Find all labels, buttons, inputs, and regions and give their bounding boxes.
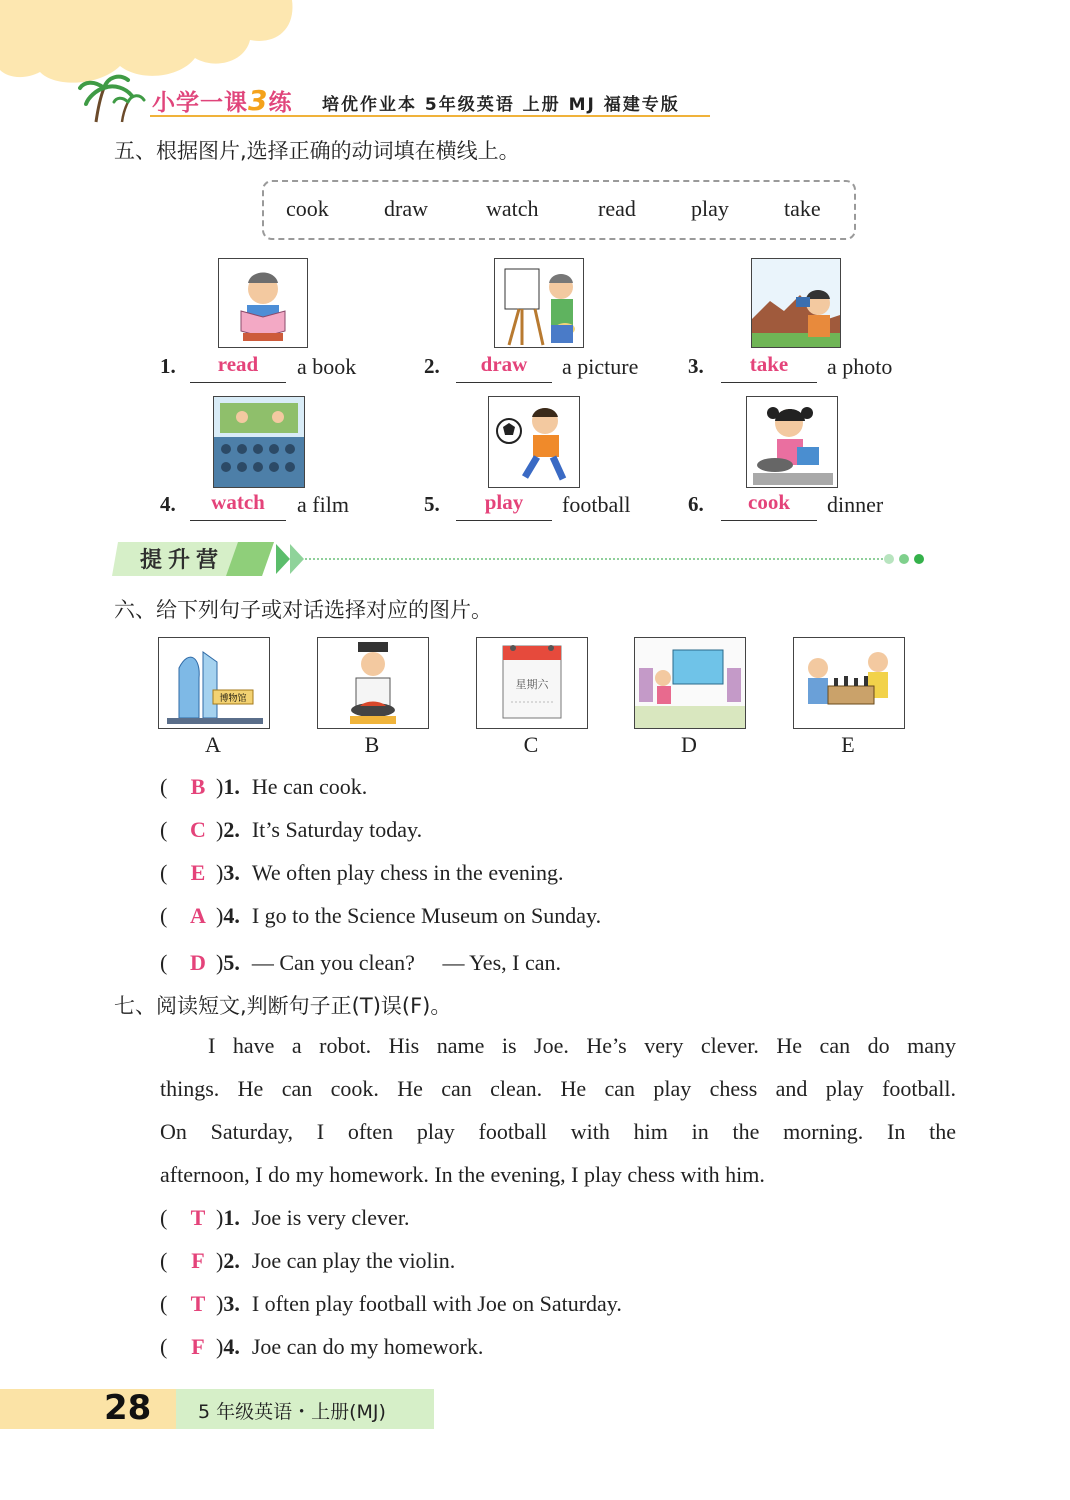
section5-title: 五、根据图片,选择正确的动词填在横线上。: [114, 139, 520, 163]
page-number: 28: [104, 1388, 152, 1428]
word-bank-item: draw: [384, 196, 428, 221]
cloud-decoration: [0, 0, 300, 95]
item-number: 6.: [688, 492, 704, 516]
item-number: 5.: [424, 492, 440, 516]
palm-tree-icon: [78, 70, 148, 125]
picture-letter: D: [681, 732, 697, 757]
svg-text:星期六: 星期六: [515, 678, 549, 691]
answer-box[interactable]: B: [190, 774, 206, 799]
word-bank-item: play: [691, 196, 729, 221]
answer-box[interactable]: E: [190, 860, 206, 885]
picture-girl-cooking: [746, 396, 838, 488]
picture-letter: A: [205, 732, 221, 757]
picture-boy-painting: [494, 258, 584, 348]
picture-c-calendar: [476, 637, 588, 729]
picture-letter: B: [364, 732, 380, 757]
item-number: 1.: [160, 354, 176, 378]
question-row: ( C )2. It’s Saturday today.: [160, 817, 423, 842]
paragraph-line: I have a robot. His name is Joe. He’s very clever. He can do many: [208, 1033, 956, 1058]
picture-d-girl-cleaning: [634, 637, 746, 729]
item-phrase: dinner: [827, 492, 884, 517]
item-phrase: a photo: [827, 354, 893, 379]
picture-letter: C: [523, 732, 539, 757]
word-bank-item: take: [784, 196, 821, 221]
item-phrase: a book: [297, 354, 357, 379]
item-number: 2.: [424, 354, 440, 378]
header-divider: [150, 115, 710, 117]
answer-box[interactable]: C: [190, 817, 206, 842]
dots-decoration: [882, 552, 928, 566]
answer-box[interactable]: F: [191, 1334, 205, 1359]
picture-boy-reading-book: [218, 258, 308, 348]
svg-text:博物馆: 博物馆: [219, 694, 247, 704]
item-phrase: football: [562, 492, 631, 517]
header-brand: 小学一课3练: [152, 84, 293, 117]
answer-blank[interactable]: watch: [190, 490, 286, 521]
answer-blank[interactable]: cook: [721, 490, 817, 521]
paragraph-line: afternoon, I do my homework. In the evening, I play chess with him.: [160, 1162, 765, 1187]
picture-a-museum: [158, 637, 270, 729]
item-phrase: a picture: [562, 354, 639, 379]
question-row: ( T )3. I often play football with Joe on Saturday.: [160, 1291, 622, 1316]
question-row: ( T )1. Joe is very clever.: [160, 1205, 410, 1230]
question-row: ( F )2. Joe can play the violin.: [160, 1248, 456, 1273]
banner-label: 提升营: [140, 548, 225, 573]
question-row: ( F )4. Joe can do my homework.: [160, 1334, 484, 1359]
paragraph-line: On Saturday, I often play football with him in the morning. In the: [160, 1119, 956, 1144]
word-bank-item: cook: [286, 196, 329, 221]
word-bank: [262, 180, 856, 240]
dotted-divider: [305, 558, 887, 560]
picture-letter: E: [841, 732, 855, 757]
answer-blank[interactable]: draw: [456, 352, 552, 383]
footer-text: 5 年级英语・上册(MJ): [198, 1401, 386, 1423]
question-row: ( A )4. I go to the Science Museum on Sunday.: [160, 903, 602, 928]
answer-box[interactable]: F: [191, 1248, 205, 1273]
header-subtitle: 培优作业本 5年级英语 上册 MJ 福建专版: [322, 95, 680, 115]
picture-b-chef-cooking: [317, 637, 429, 729]
item-number: 3.: [688, 354, 704, 378]
word-bank-item: watch: [486, 196, 539, 221]
answer-box[interactable]: T: [190, 1291, 206, 1316]
question-row: ( E )3. We often play chess in the evening.: [160, 860, 564, 885]
item-number: 4.: [160, 492, 176, 516]
answer-box[interactable]: D: [190, 950, 206, 975]
picture-e-chess: [793, 637, 905, 729]
answer-box[interactable]: A: [190, 903, 206, 928]
question-row: ( D )5. — Can you clean? — Yes, I can.: [160, 950, 561, 975]
answer-blank[interactable]: take: [721, 352, 817, 383]
paragraph-line: things. He can cook. He can clean. He can play chess and play football.: [160, 1076, 956, 1101]
picture-boy-football: [488, 396, 580, 488]
item-phrase: a film: [297, 492, 349, 517]
picture-cinema-audience: [213, 396, 305, 488]
answer-box[interactable]: T: [190, 1205, 206, 1230]
answer-blank[interactable]: read: [190, 352, 286, 383]
section6-title: 六、给下列句子或对话选择对应的图片。: [114, 598, 492, 622]
answer-blank[interactable]: play: [456, 490, 552, 521]
picture-boy-camera: [751, 258, 841, 348]
section7-title: 七、阅读短文,判断句子正(T)误(F)。: [114, 994, 452, 1018]
question-row: ( B )1. He can cook.: [160, 774, 368, 799]
word-bank-item: read: [598, 196, 636, 221]
